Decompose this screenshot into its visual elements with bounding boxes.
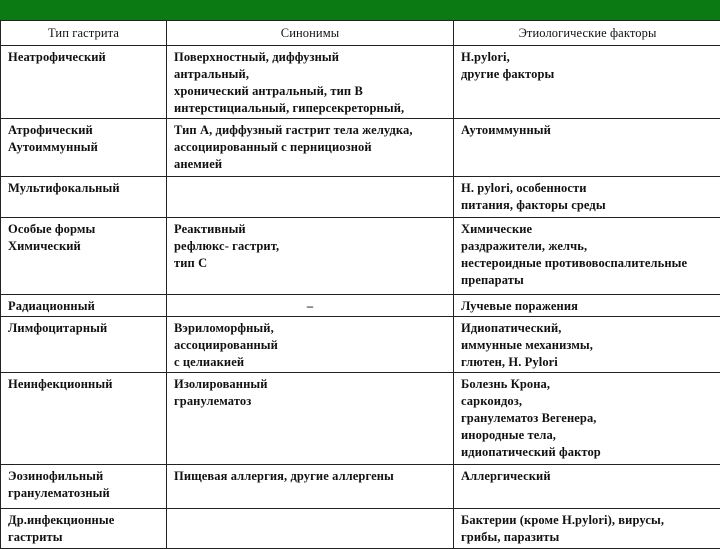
cell-etiology: H.pylori, другие факторы	[454, 46, 720, 119]
table-row	[1, 177, 720, 218]
cell-gastritis-type: Мультифокальный	[1, 177, 167, 218]
cell-synonyms: Тип А, диффузный гастрит тела желудка, ассоциированный с пернициозной анемией	[167, 119, 454, 177]
table-row	[1, 465, 720, 509]
table-header-row	[1, 21, 720, 46]
column-header-etiology: Этиологические факторы	[454, 21, 720, 46]
table-row	[1, 218, 720, 295]
cell-gastritis-type: Радиационный	[1, 295, 167, 317]
cell-gastritis-type: Неинфекционный	[1, 373, 167, 465]
cell-gastritis-type: Лимфоцитарный	[1, 317, 167, 373]
cell-gastritis-type: Неатрофический	[1, 46, 167, 119]
gastritis-classification-table	[0, 20, 720, 549]
cell-gastritis-type: Атрофический Аутоиммунный	[1, 119, 167, 177]
table-row	[1, 373, 720, 465]
table-row	[1, 119, 720, 177]
cell-synonyms	[167, 177, 454, 218]
table-row	[1, 295, 720, 317]
cell-etiology: Идиопатический, иммунные механизмы, глютен, H. Pylori	[454, 317, 720, 373]
cell-etiology: Аллергический	[454, 465, 720, 509]
cell-etiology: Лучевые поражения	[454, 295, 720, 317]
cell-etiology: H. pylori, особенности питания, факторы среды	[454, 177, 720, 218]
cell-gastritis-type: Особые формы Химический	[1, 218, 167, 295]
table-row	[1, 317, 720, 373]
cell-synonyms: Реактивный рефлюкс- гастрит, тип С	[167, 218, 454, 295]
cell-etiology: Химические раздражители, желчь, нестероидные противовоспалительные препараты	[454, 218, 720, 295]
column-header-type: Тип гастрита	[1, 21, 167, 46]
cell-synonyms: Поверхностный, диффузный антральный, хронический антральный, тип B интерстициальный, гиперсекреторный,	[167, 46, 454, 119]
cell-etiology: Аутоиммунный	[454, 119, 720, 177]
column-header-synonyms: Синонимы	[167, 21, 454, 46]
cell-synonyms: Вэриломорфный, ассоциированный с целиакией	[167, 317, 454, 373]
table-row	[1, 509, 720, 549]
cell-synonyms: Изолированный гранулематоз	[167, 373, 454, 465]
title-band	[0, 0, 720, 20]
cell-etiology: Бактерии (кроме H.pylori), вирусы, грибы, паразиты	[454, 509, 720, 549]
cell-synonyms	[167, 509, 454, 549]
cell-gastritis-type: Эозинофильный гранулематозный	[1, 465, 167, 509]
cell-gastritis-type: Др.инфекционные гастриты	[1, 509, 167, 549]
cell-etiology: Болезнь Крона, саркоидоз, гранулематоз Вегенера, инородные тела, идиопатический фактор	[454, 373, 720, 465]
cell-synonyms: –	[167, 295, 454, 317]
table-row	[1, 46, 720, 119]
cell-synonyms: Пищевая аллергия, другие аллергены	[167, 465, 454, 509]
